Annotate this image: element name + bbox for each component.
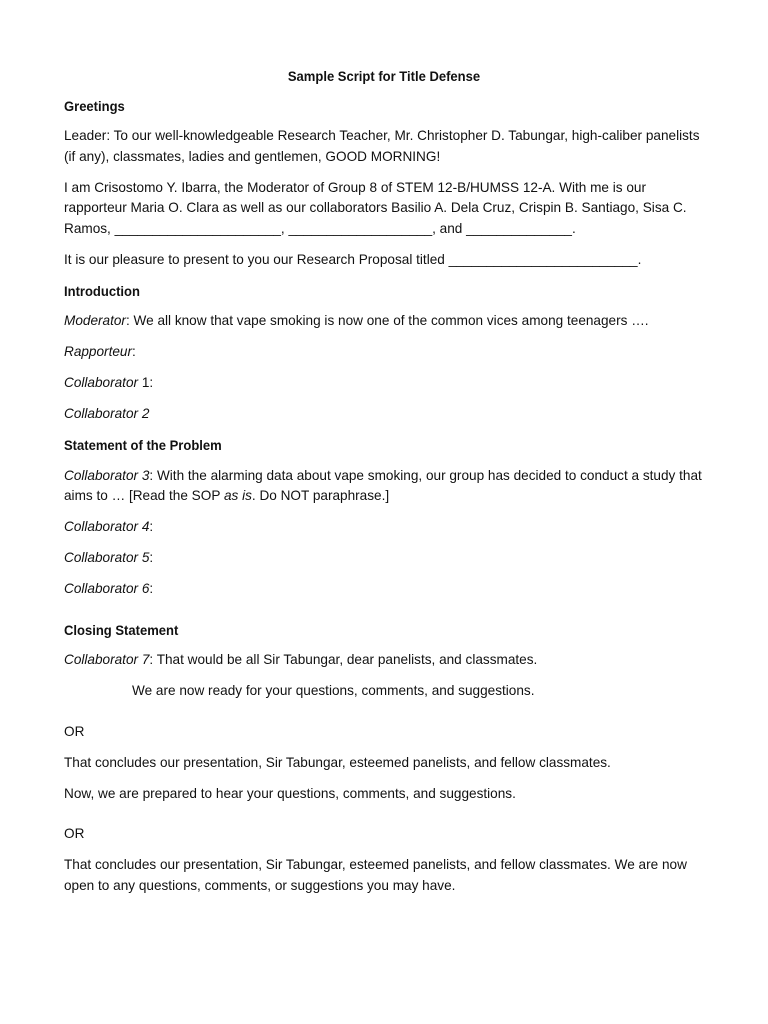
sop-collaborator3-paragraph xyxy=(64,466,704,507)
heading-closing-statement: Closing Statement xyxy=(64,621,179,638)
greetings-moderator-paragraph: I am Crisostomo Y. Ibarra, the Moderator of Group 8 of STEM 12-B/HUMSS 12-A. With me is our rapporteur Maria O. Clara as well as our collaborators Basilio A. Dela Cruz, Crispin B. Santiago, Sisa C. Ramos, ______________________, ___________________, and ______________. xyxy=(64,179,687,236)
sop-collaborator5-line xyxy=(64,548,704,569)
intro-moderator-text: : We all know that vape smoking is now one of the common vices among teenagers …. xyxy=(125,313,649,328)
closing-collaborator7-label: Collaborator 7 xyxy=(64,652,150,667)
intro-rapporteur-label: Rapporteur xyxy=(64,344,133,359)
closing-or-separator-1: OR xyxy=(64,723,85,739)
intro-collaborator2-label: Collaborator 2 xyxy=(64,406,150,421)
sop-collaborator4-text: : xyxy=(149,519,154,534)
intro-collaborator2-line xyxy=(64,404,704,425)
sop-collaborator5-label: Collaborator 5 xyxy=(64,550,150,565)
closing-collaborator7-line xyxy=(64,650,704,671)
greetings-leader-paragraph: Leader: To our well-knowledgeable Research Teacher, Mr. Christopher D. Tabungar, high-caliber panelists (if any), classmates, ladies and gentlemen, GOOD MORNING! xyxy=(64,128,700,164)
closing-alt2-paragraph: That concludes our presentation, Sir Tabungar, esteemed panelists, and fellow classmates. We are now open to any questions, comments, or suggestions you may have. xyxy=(64,857,687,893)
document-title: Sample Script for Title Defense xyxy=(287,68,481,84)
closing-ready-line: We are now ready for your questions, comments, and suggestions. xyxy=(132,683,535,698)
sop-collaborator6-line xyxy=(64,579,704,600)
sop-collaborator6-label: Collaborator 6 xyxy=(64,581,150,596)
sop-collaborator3-text-a: : With the alarming data about vape smoking, our group has decided to conduct a study that aims to … [Read the SOP xyxy=(64,467,702,503)
intro-collaborator1-line xyxy=(64,373,704,394)
closing-alt1-line2: Now, we are prepared to hear your questions, comments, and suggestions. xyxy=(64,785,516,801)
intro-moderator-line xyxy=(64,311,704,332)
sop-collaborator3-text-b: . Do NOT paraphrase.] xyxy=(251,488,390,503)
closing-collaborator7-text: : That would be all Sir Tabungar, dear panelists, and classmates. xyxy=(149,652,538,667)
intro-collaborator1-label: Collaborator xyxy=(64,375,139,390)
intro-collaborator1-text: 1: xyxy=(138,375,154,390)
sop-collaborator4-label: Collaborator 4 xyxy=(64,519,150,534)
heading-statement-of-problem: Statement of the Problem xyxy=(64,437,222,453)
sop-collaborator3-label: Collaborator 3 xyxy=(64,467,150,483)
sop-collaborator4-line xyxy=(64,517,704,538)
greetings-proposal-paragraph: It is our pleasure to present to you our Research Proposal titled _________________________. xyxy=(64,251,642,267)
sop-collaborator6-text: : xyxy=(149,581,154,596)
sop-collaborator5-text: : xyxy=(149,550,154,565)
heading-introduction: Introduction xyxy=(64,282,140,299)
closing-or-separator-2: OR xyxy=(64,826,85,841)
sop-as-is-text: as is xyxy=(223,488,252,503)
intro-rapporteur-text: : xyxy=(132,344,136,359)
heading-greetings: Greetings xyxy=(64,97,125,114)
intro-rapporteur-line xyxy=(64,342,704,363)
closing-alt1-line1: That concludes our presentation, Sir Tabungar, esteemed panelists, and fellow classmates. xyxy=(64,754,611,770)
intro-moderator-label: Moderator xyxy=(64,313,126,328)
